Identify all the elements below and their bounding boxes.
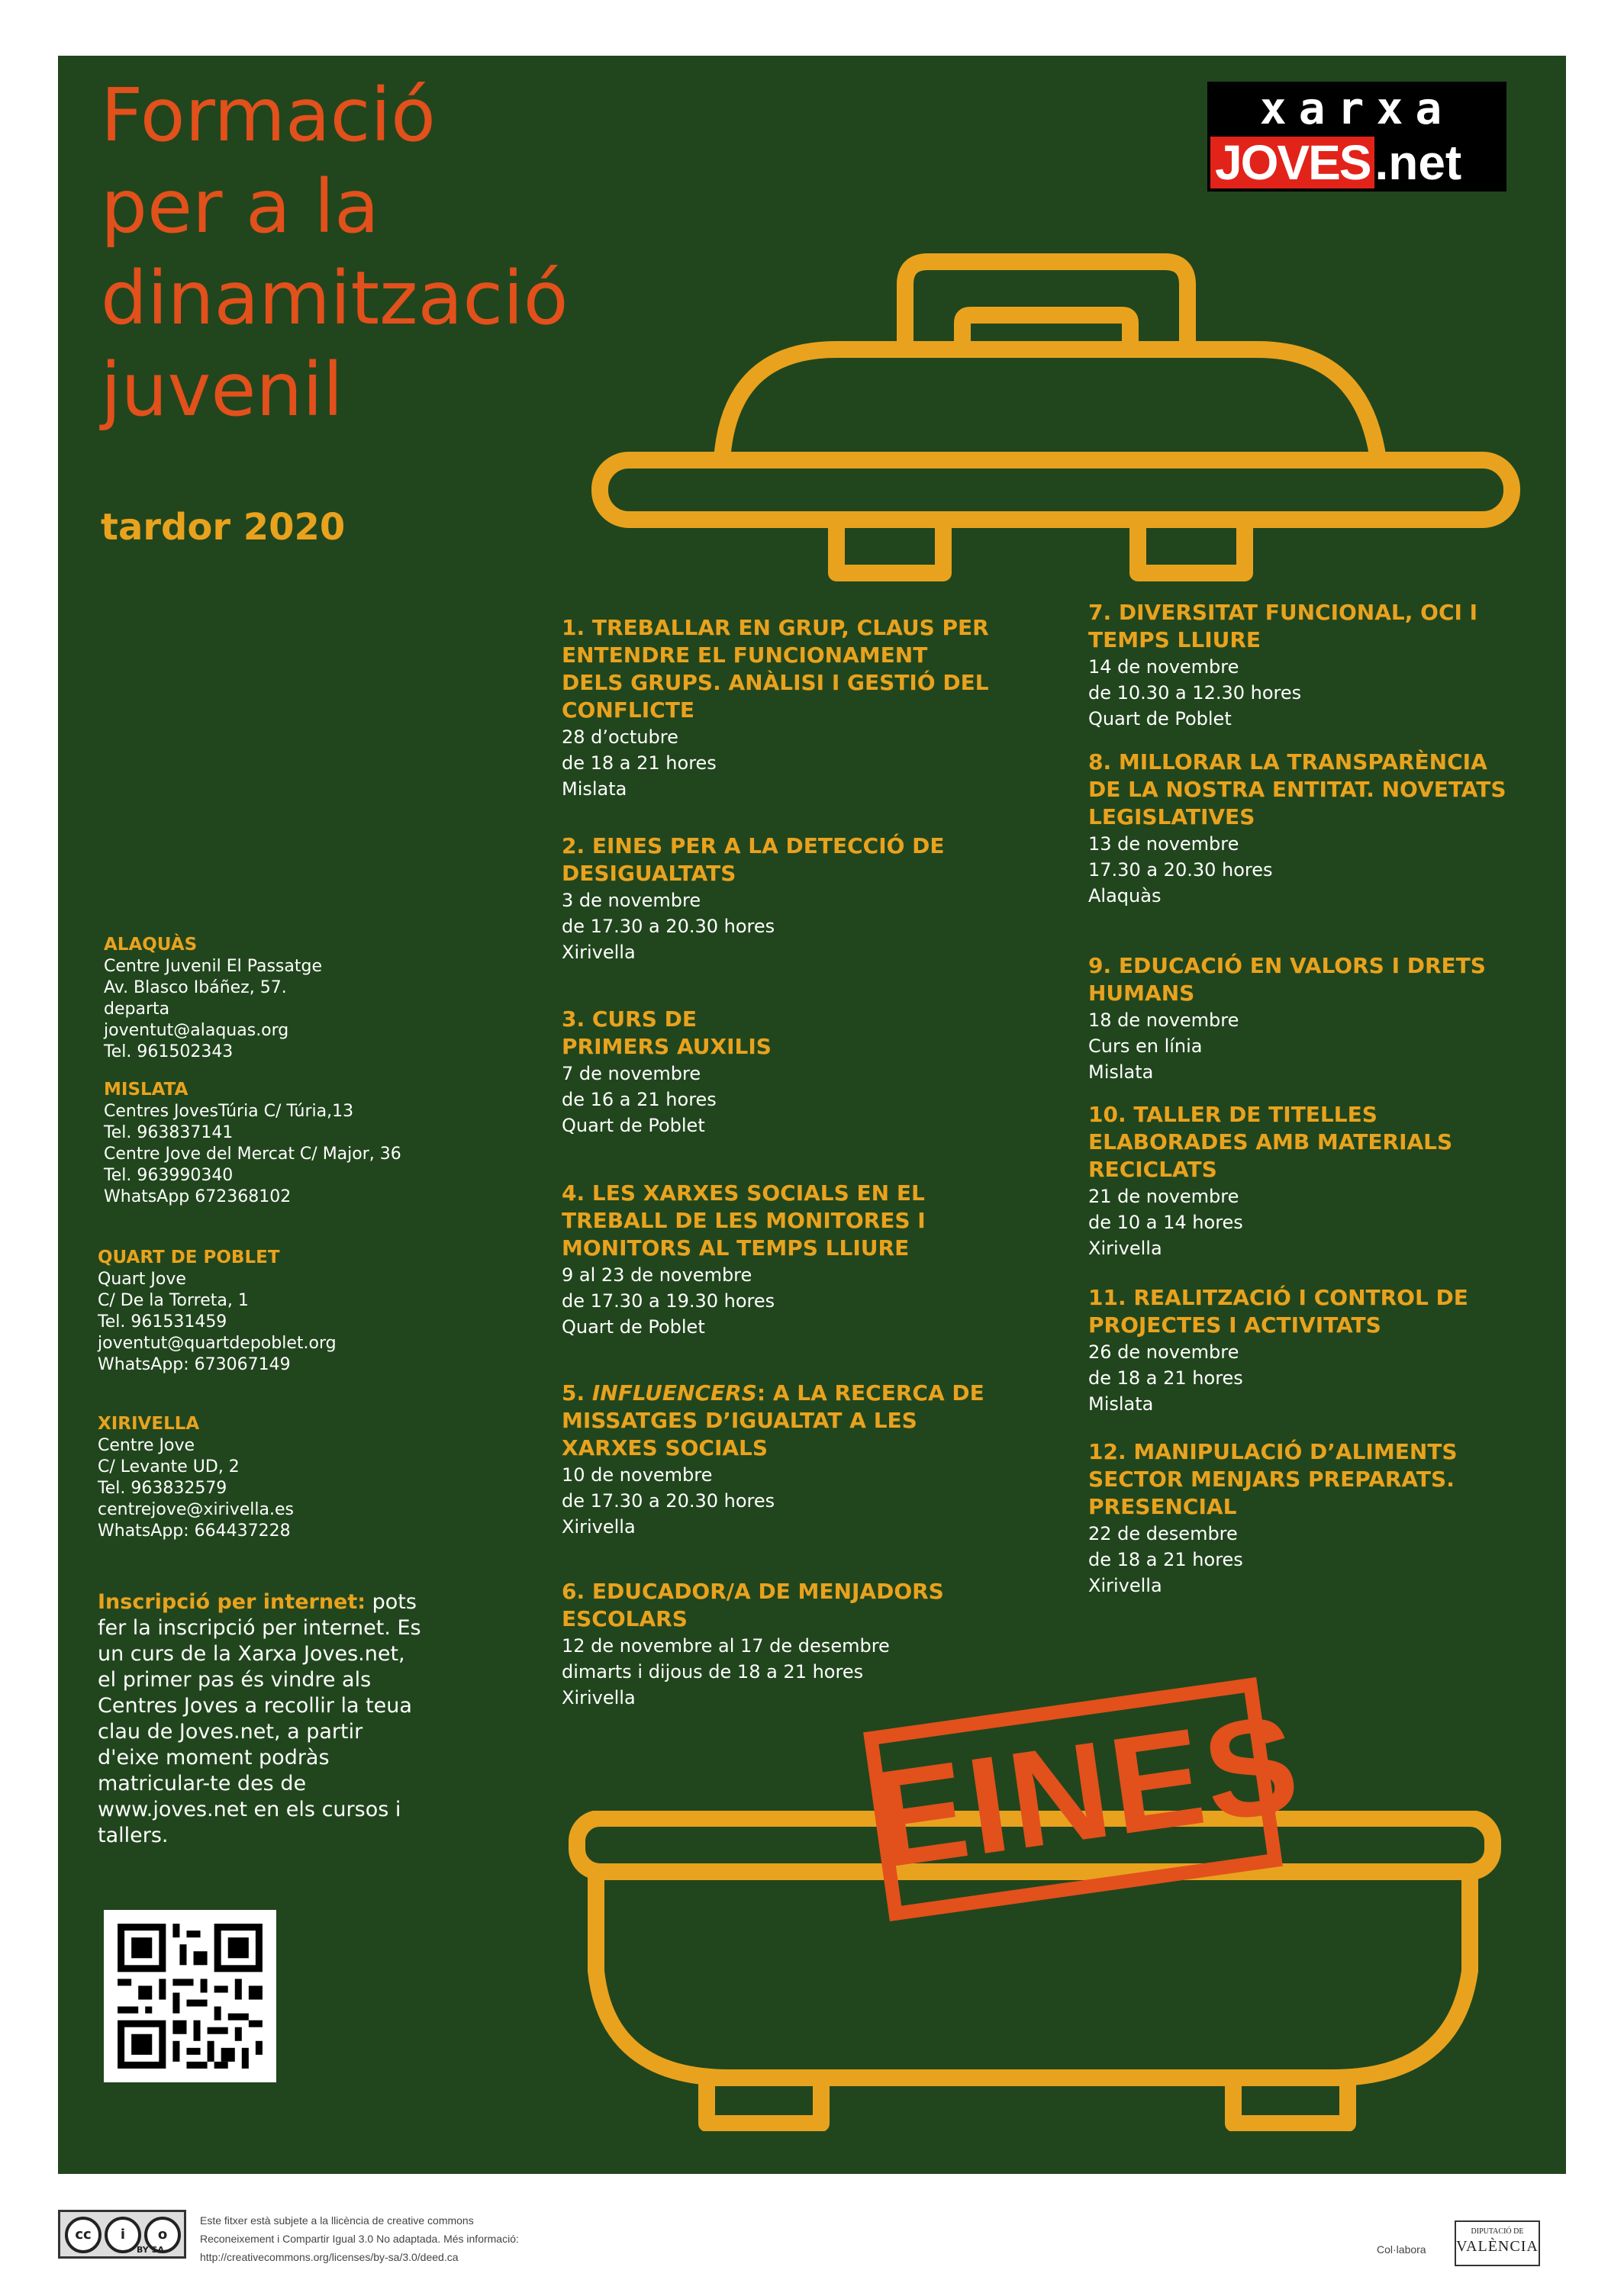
contact-name: QUART DE POBLET xyxy=(98,1248,280,1267)
contact-line: Quart Jove xyxy=(98,1270,186,1289)
course-title: 10. TALLER DE TITELLES ELABORADES AMB MATERIALS RECICLATS xyxy=(1088,1102,1453,1182)
contact-line: C/ De la Torreta, 1 xyxy=(98,1291,249,1310)
course-9 xyxy=(1088,952,1516,1085)
title-line-4: juvenil xyxy=(101,347,343,433)
contact-line: Centre Juvenil El Passatge xyxy=(104,957,322,976)
course-4 xyxy=(562,1180,989,1340)
contact-phone: Tel. 963832579 xyxy=(98,1479,227,1498)
contact-name: MISLATA xyxy=(104,1080,188,1100)
title-line-3: dinamització xyxy=(101,256,569,341)
course-title-rest: : A LA RECERCA DE MISSATGES D’IGUALTAT A LES XARXES SOCIALS xyxy=(562,1380,984,1460)
course-time: dimarts i dijous de 18 a 21 hores xyxy=(562,1661,864,1683)
registration-lead: Inscripció per internet: xyxy=(98,1590,366,1614)
course-11 xyxy=(1088,1284,1516,1417)
course-place: Mislata xyxy=(1088,1061,1154,1083)
course-place: Xirivella xyxy=(1088,1575,1162,1596)
course-place: Quart de Poblet xyxy=(562,1316,705,1338)
contact-email[interactable]: joventut@quartdepoblet.org xyxy=(98,1334,337,1353)
course-place: Alaquàs xyxy=(1088,885,1162,906)
cc-icon: cc xyxy=(65,2217,102,2253)
contact-quart-de-poblet xyxy=(98,1246,456,1376)
contact-alaquas xyxy=(104,933,462,1063)
contact-phone: Tel. 961502343 xyxy=(104,1042,234,1061)
creative-commons-badge-icon[interactable] xyxy=(58,2210,186,2259)
course-1 xyxy=(562,614,989,802)
course-8 xyxy=(1088,749,1516,909)
course-place: Xirivella xyxy=(1088,1238,1162,1259)
share-alike-icon: o xyxy=(144,2217,181,2253)
poster xyxy=(58,56,1566,2174)
contact-mislata xyxy=(104,1078,462,1208)
course-time: de 10.30 a 12.30 hores xyxy=(1088,682,1302,704)
contact-phone: Tel. 963990340 xyxy=(104,1166,234,1185)
course-title-line-1: 3. CURS DE xyxy=(562,1006,697,1032)
course-title: 2. EINES PER A LA DETECCIÓ DE DESIGUALTATS xyxy=(562,833,945,886)
course-date: 28 d’octubre xyxy=(562,726,678,748)
course-date: 13 de novembre xyxy=(1088,833,1239,855)
course-7 xyxy=(1088,599,1516,732)
contact-xirivella xyxy=(98,1412,456,1542)
contact-name: ALAQUÀS xyxy=(104,935,198,955)
course-5 xyxy=(562,1380,989,1540)
title-line-1: Formació xyxy=(101,72,436,158)
course-time: de 17.30 a 20.30 hores xyxy=(562,916,775,937)
license-text xyxy=(200,2211,734,2266)
contact-phone: Tel. 963837141 xyxy=(104,1123,234,1142)
cc-by-sa-label: BY SA xyxy=(137,2245,165,2255)
stamp-text: EINES xyxy=(865,1686,1310,1898)
course-place: Xirivella xyxy=(562,942,636,963)
license-line-2: Reconeixement i Compartir Igual 3.0 No adaptada. Més informació: xyxy=(200,2233,519,2245)
course-title xyxy=(562,1380,989,1462)
course-title-number: 5. xyxy=(562,1380,592,1406)
course-date: 26 de novembre xyxy=(1088,1341,1239,1363)
course-time: de 17.30 a 20.30 hores xyxy=(562,1490,775,1512)
course-time: de 18 a 21 hores xyxy=(1088,1549,1243,1570)
course-date: 9 al 23 de novembre xyxy=(562,1264,752,1286)
course-title: 4. LES XARXES SOCIALS EN EL TREBALL DE LES MONITORES I MONITORS AL TEMPS LLIURE xyxy=(562,1180,926,1261)
logo-joves-net xyxy=(1210,137,1461,188)
contact-line: Centre Jove xyxy=(98,1436,195,1455)
course-date: 12 de novembre al 17 de desembre xyxy=(562,1635,890,1657)
course-title: 7. DIVERSITAT FUNCIONAL, OCI I TEMPS LLIURE xyxy=(1088,600,1478,652)
course-title: 1. TREBALLAR EN GRUP, CLAUS PER ENTENDRE EL FUNCIONAMENT DELS GRUPS. ANÀLISI I GESTIÓ DEL CONFLICTE xyxy=(562,615,989,723)
course-title: 11. REALITZACIÓ I CONTROL DE PROJECTES I ACTIVITATS xyxy=(1088,1285,1468,1338)
course-2 xyxy=(562,832,989,965)
course-time: Curs en línia xyxy=(1088,1035,1203,1057)
contact-whatsapp: WhatsApp: 673067149 xyxy=(98,1355,291,1374)
course-date: 22 de desembre xyxy=(1088,1523,1238,1544)
contact-email[interactable]: joventut@alaquas.org xyxy=(104,1021,289,1040)
course-place: Xirivella xyxy=(562,1516,636,1538)
course-10 xyxy=(1088,1101,1516,1261)
course-place: Quart de Poblet xyxy=(1088,708,1232,729)
course-time: de 18 a 21 hores xyxy=(1088,1367,1243,1389)
course-title: 8. MILLORAR LA TRANSPARÈNCIA DE LA NOSTRA ENTITAT. NOVETATS LEGISLATIVES xyxy=(1088,749,1506,829)
course-6 xyxy=(562,1578,989,1711)
license-link[interactable]: http://creativecommons.org/licenses/by-sa/3.0/deed.ca xyxy=(200,2251,459,2263)
course-title-emphasis: INFLUENCERS xyxy=(591,1380,757,1406)
course-date: 3 de novembre xyxy=(562,890,701,911)
course-date: 10 de novembre xyxy=(562,1464,713,1486)
logo-xarxa-text: xarxa xyxy=(1259,82,1455,134)
course-date: 21 de novembre xyxy=(1088,1186,1239,1207)
qr-code-icon[interactable] xyxy=(104,1910,276,2082)
contact-line: Centres JovesTúria C/ Túria,13 xyxy=(104,1102,354,1121)
course-date: 14 de novembre xyxy=(1088,656,1239,678)
footer xyxy=(58,2198,1566,2274)
registration-info xyxy=(98,1589,426,1849)
colabora-label: Col·labora xyxy=(1377,2243,1426,2256)
season-label: tardor 2020 xyxy=(101,506,346,549)
course-title: 6. EDUCADOR/A DE MENJADORS ESCOLARS xyxy=(562,1579,944,1631)
contact-line: C/ Levante UD, 2 xyxy=(98,1457,240,1476)
diputacio-valencia-logo xyxy=(1455,2220,1540,2266)
course-title-line-2: PRIMERS AUXILIS xyxy=(562,1034,772,1059)
course-12 xyxy=(1088,1438,1516,1599)
course-title: 12. MANIPULACIÓ D’ALIMENTS SECTOR MENJARS PREPARATS. PRESENCIAL xyxy=(1088,1439,1458,1519)
course-place: Mislata xyxy=(562,778,627,800)
contact-email[interactable]: centrejove@xirivella.es xyxy=(98,1500,294,1519)
course-place: Xirivella xyxy=(562,1687,636,1708)
contact-line: departa xyxy=(104,1000,170,1019)
course-date: 7 de novembre xyxy=(562,1063,701,1084)
course-date: 18 de novembre xyxy=(1088,1010,1239,1031)
xarxa-joves-logo xyxy=(1207,82,1506,192)
course-time: de 17.30 a 19.30 hores xyxy=(562,1290,775,1312)
contact-line: Av. Blasco Ibáñez, 57. xyxy=(104,978,287,997)
course-time: de 18 a 21 hores xyxy=(562,752,717,774)
license-line-1: Este fitxer està subjete a la llicència de creative commons xyxy=(200,2214,474,2227)
course-time: de 10 a 14 hores xyxy=(1088,1212,1243,1233)
course-time: de 16 a 21 hores xyxy=(562,1089,717,1110)
dipu-logo-line-1: DIPUTACIÓ DE xyxy=(1471,2227,1524,2236)
title-line-2: per a la xyxy=(101,164,379,250)
contact-phone: Tel. 961531459 xyxy=(98,1312,227,1332)
contact-line: Centre Jove del Mercat C/ Major, 36 xyxy=(104,1145,401,1164)
toolbox-lid-icon xyxy=(585,201,1531,582)
logo-joves-text: JOVES xyxy=(1210,137,1374,188)
attribution-icon: i xyxy=(105,2217,141,2253)
course-time: 17.30 a 20.30 hores xyxy=(1088,859,1273,881)
dipu-logo-line-2: VALÈNCIA xyxy=(1456,2238,1539,2255)
course-place: Quart de Poblet xyxy=(562,1115,705,1136)
course-place: Mislata xyxy=(1088,1393,1154,1415)
registration-text: pots fer la inscripció per internet. Es un curs de la Xarxa Joves.net, el primer pas és vindre als Centres Joves a recollir la teua clau de Joves.net, a partir d'eixe moment podràs matricular-te des de www.joves.net en els cursos i tallers. xyxy=(98,1590,421,1847)
contact-whatsapp: WhatsApp: 664437228 xyxy=(98,1522,291,1541)
course-title: 9. EDUCACIÓ EN VALORS I DRETS HUMANS xyxy=(1088,953,1486,1006)
logo-net-text: .net xyxy=(1374,135,1462,190)
contact-whatsapp: WhatsApp 672368102 xyxy=(104,1187,292,1206)
course-3 xyxy=(562,1006,989,1138)
contact-name: XIRIVELLA xyxy=(98,1414,200,1434)
